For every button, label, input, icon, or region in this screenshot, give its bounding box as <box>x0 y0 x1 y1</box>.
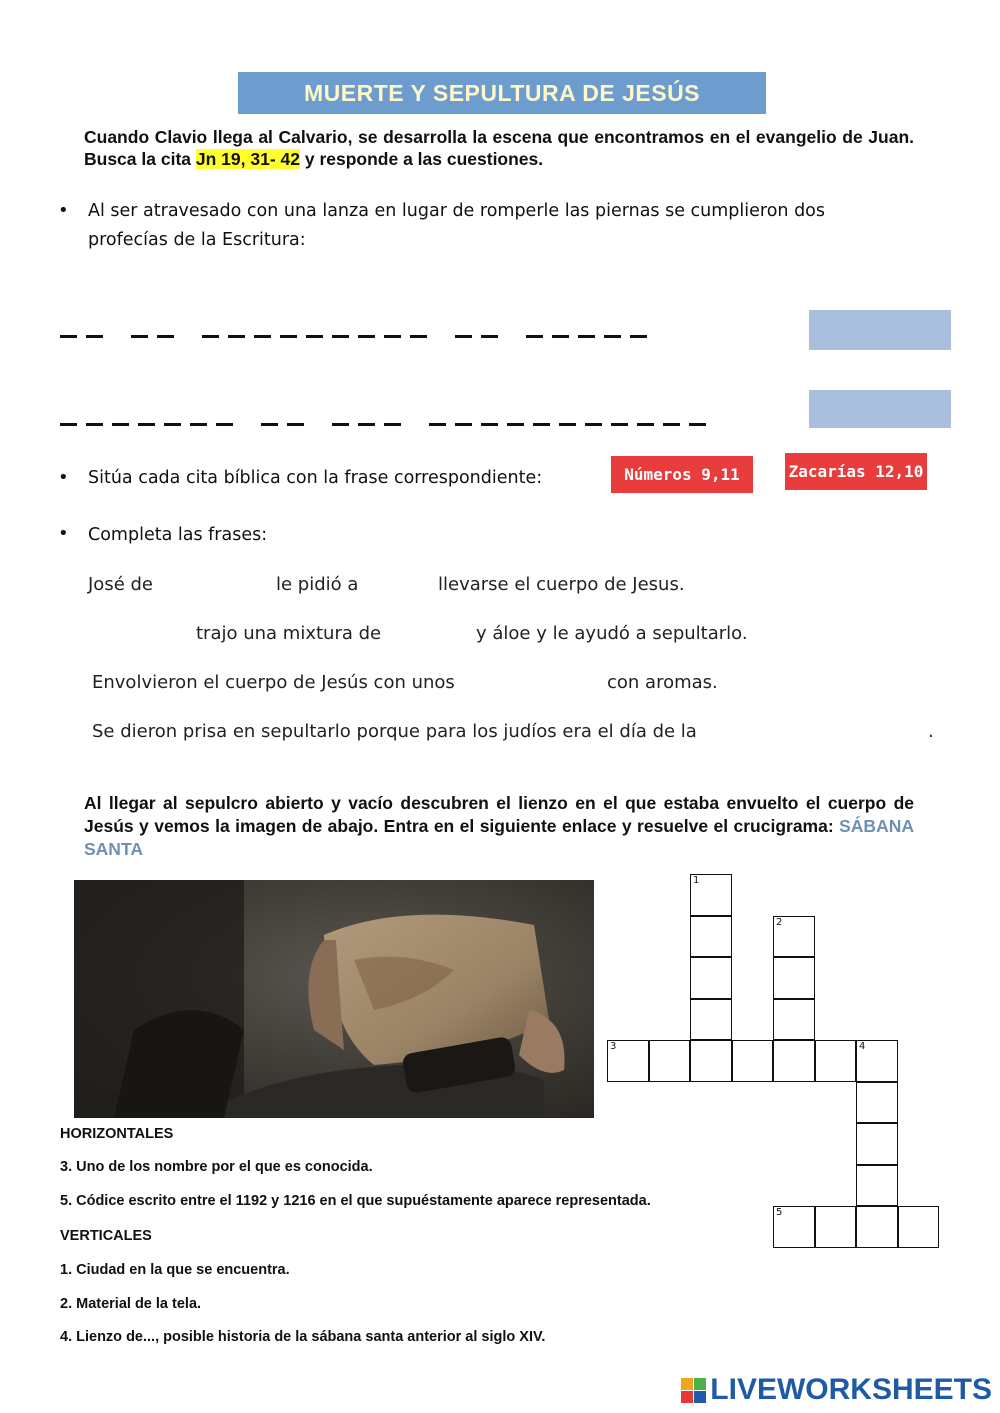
crossword-cell[interactable] <box>690 874 732 916</box>
clue-v4: 4. Lienzo de..., posible historia de la sábana santa anterior al siglo XIV. <box>60 1329 546 1345</box>
sentence3-part1: Envolvieron el cuerpo de Jesús con unos <box>92 672 455 693</box>
clue-number-3: 3 <box>610 1041 617 1052</box>
crossword-cell[interactable] <box>856 1082 898 1124</box>
sentence1-part1: José de <box>88 574 153 595</box>
intro-paragraph <box>84 126 914 170</box>
crossword-cell[interactable] <box>773 916 815 958</box>
sabana-santa-link[interactable]: SÁBANA SANTA <box>84 816 914 859</box>
shroud-paragraph <box>84 792 914 861</box>
sentence2-part2: y áloe y le ayudó a sepultarlo. <box>476 623 748 644</box>
crossword-cell[interactable] <box>898 1206 940 1248</box>
drop-target-2[interactable] <box>809 390 951 428</box>
crossword-cell[interactable] <box>856 1165 898 1207</box>
sentence4-part2: . <box>928 721 934 742</box>
clue-number-5: 5 <box>776 1207 783 1218</box>
bible-reference-highlight: Jn 19, 31- 42 <box>195 149 300 169</box>
crossword-cell[interactable] <box>732 1040 774 1082</box>
bullet-icon: • <box>58 200 69 221</box>
blank-input[interactable] <box>372 572 434 598</box>
crossword-cell[interactable] <box>773 1206 815 1248</box>
liveworksheets-logo-text: LIVEWORKSHEETS <box>710 1373 992 1406</box>
tag-numeros[interactable]: Números 9,11 <box>611 456 753 493</box>
intro-text-after: y responde a las cuestiones. <box>299 149 544 169</box>
horizontales-heading: HORIZONTALES <box>60 1126 174 1142</box>
crossword-cell[interactable] <box>773 957 815 999</box>
sentence1-part2: le pidió a <box>276 574 359 595</box>
crossword-cell[interactable] <box>607 1040 649 1082</box>
hidden-phrase-1[interactable] <box>60 335 647 338</box>
shroud-paragraph-text: Al llegar al sepulcro abierto y vacío descubren el lienzo en el que estaba envuelto el cuerpo de Jesús y vemos la imagen de abajo. Entra en el siguiente enlace y resuelve el crucigrama: <box>84 793 914 836</box>
hidden-phrase-2[interactable] <box>60 423 706 426</box>
clue-number-1: 1 <box>693 875 700 886</box>
crossword-cell[interactable] <box>815 1040 857 1082</box>
blank-input[interactable] <box>524 670 602 696</box>
bullet-icon: • <box>58 523 69 544</box>
bullet-prophecy-line1: Al ser atravesado con una lanza en lugar de romperle las piernas se cumplieron dos <box>88 201 826 221</box>
bullet-icon: • <box>58 467 69 488</box>
sentence2-part1: trajo una mixtura de <box>196 623 382 644</box>
sentence1-part3: llevarse el cuerpo de Jesus. <box>438 574 685 595</box>
clue-v2: 2. Material de la tela. <box>60 1296 202 1312</box>
bullet-complete-instruction: Completa las frases: <box>88 525 268 545</box>
sentence3-part2: con aromas. <box>607 672 718 693</box>
verticales-heading: VERTICALES <box>60 1228 152 1244</box>
blank-input[interactable] <box>88 621 192 647</box>
clue-h3: 3. Uno de los nombre por el que es conocida. <box>60 1159 373 1175</box>
page-title: MUERTE Y SEPULTURA DE JESÚS <box>238 72 766 114</box>
clue-h5: 5. Códice escrito entre el 1192 y 1216 en el que supuéstamente aparece representada. <box>60 1193 651 1209</box>
bullet-match-instruction: Sitúa cada cita bíblica con la frase correspondiente: <box>88 468 543 488</box>
liveworksheets-logo-icon <box>681 1378 706 1403</box>
sentence4-part1: Se dieron prisa en sepultarlo porque para los judíos era el día de la <box>92 721 697 742</box>
bullet-prophecy-line2: profecías de la Escritura: <box>88 230 306 250</box>
crossword-cell[interactable] <box>815 1206 857 1248</box>
crossword-cell[interactable] <box>690 999 732 1041</box>
crossword-cell[interactable] <box>856 1123 898 1165</box>
blank-input[interactable] <box>406 621 472 647</box>
clue-number-4: 4 <box>859 1041 866 1052</box>
tag-zacarias[interactable]: Zacarías 12,10 <box>785 453 927 490</box>
crossword-cell[interactable] <box>690 957 732 999</box>
clue-number-2: 2 <box>776 916 783 928</box>
crossword-cell[interactable] <box>690 916 732 958</box>
crossword-cell[interactable] <box>690 1040 732 1082</box>
crossword-cell[interactable] <box>856 1206 898 1248</box>
intro-text-before: Cuando Clavio llega al Calvario, se desarrolla la escena que encontramos en el evangelio de Juan. Busca la cita <box>84 127 914 169</box>
liveworksheets-logo <box>681 1373 992 1407</box>
crossword-cell[interactable] <box>649 1040 691 1082</box>
blank-input[interactable] <box>172 572 272 598</box>
shroud-photo <box>74 880 594 1118</box>
shroud-photo-illustration <box>74 880 594 1118</box>
drop-target-1[interactable] <box>809 310 951 350</box>
crossword-cell[interactable] <box>856 1040 898 1082</box>
clue-v1: 1. Ciudad en la que se encuentra. <box>60 1262 290 1278</box>
blank-input[interactable] <box>802 719 924 745</box>
crossword-cell[interactable] <box>773 1040 815 1082</box>
crossword-cell[interactable] <box>773 999 815 1041</box>
